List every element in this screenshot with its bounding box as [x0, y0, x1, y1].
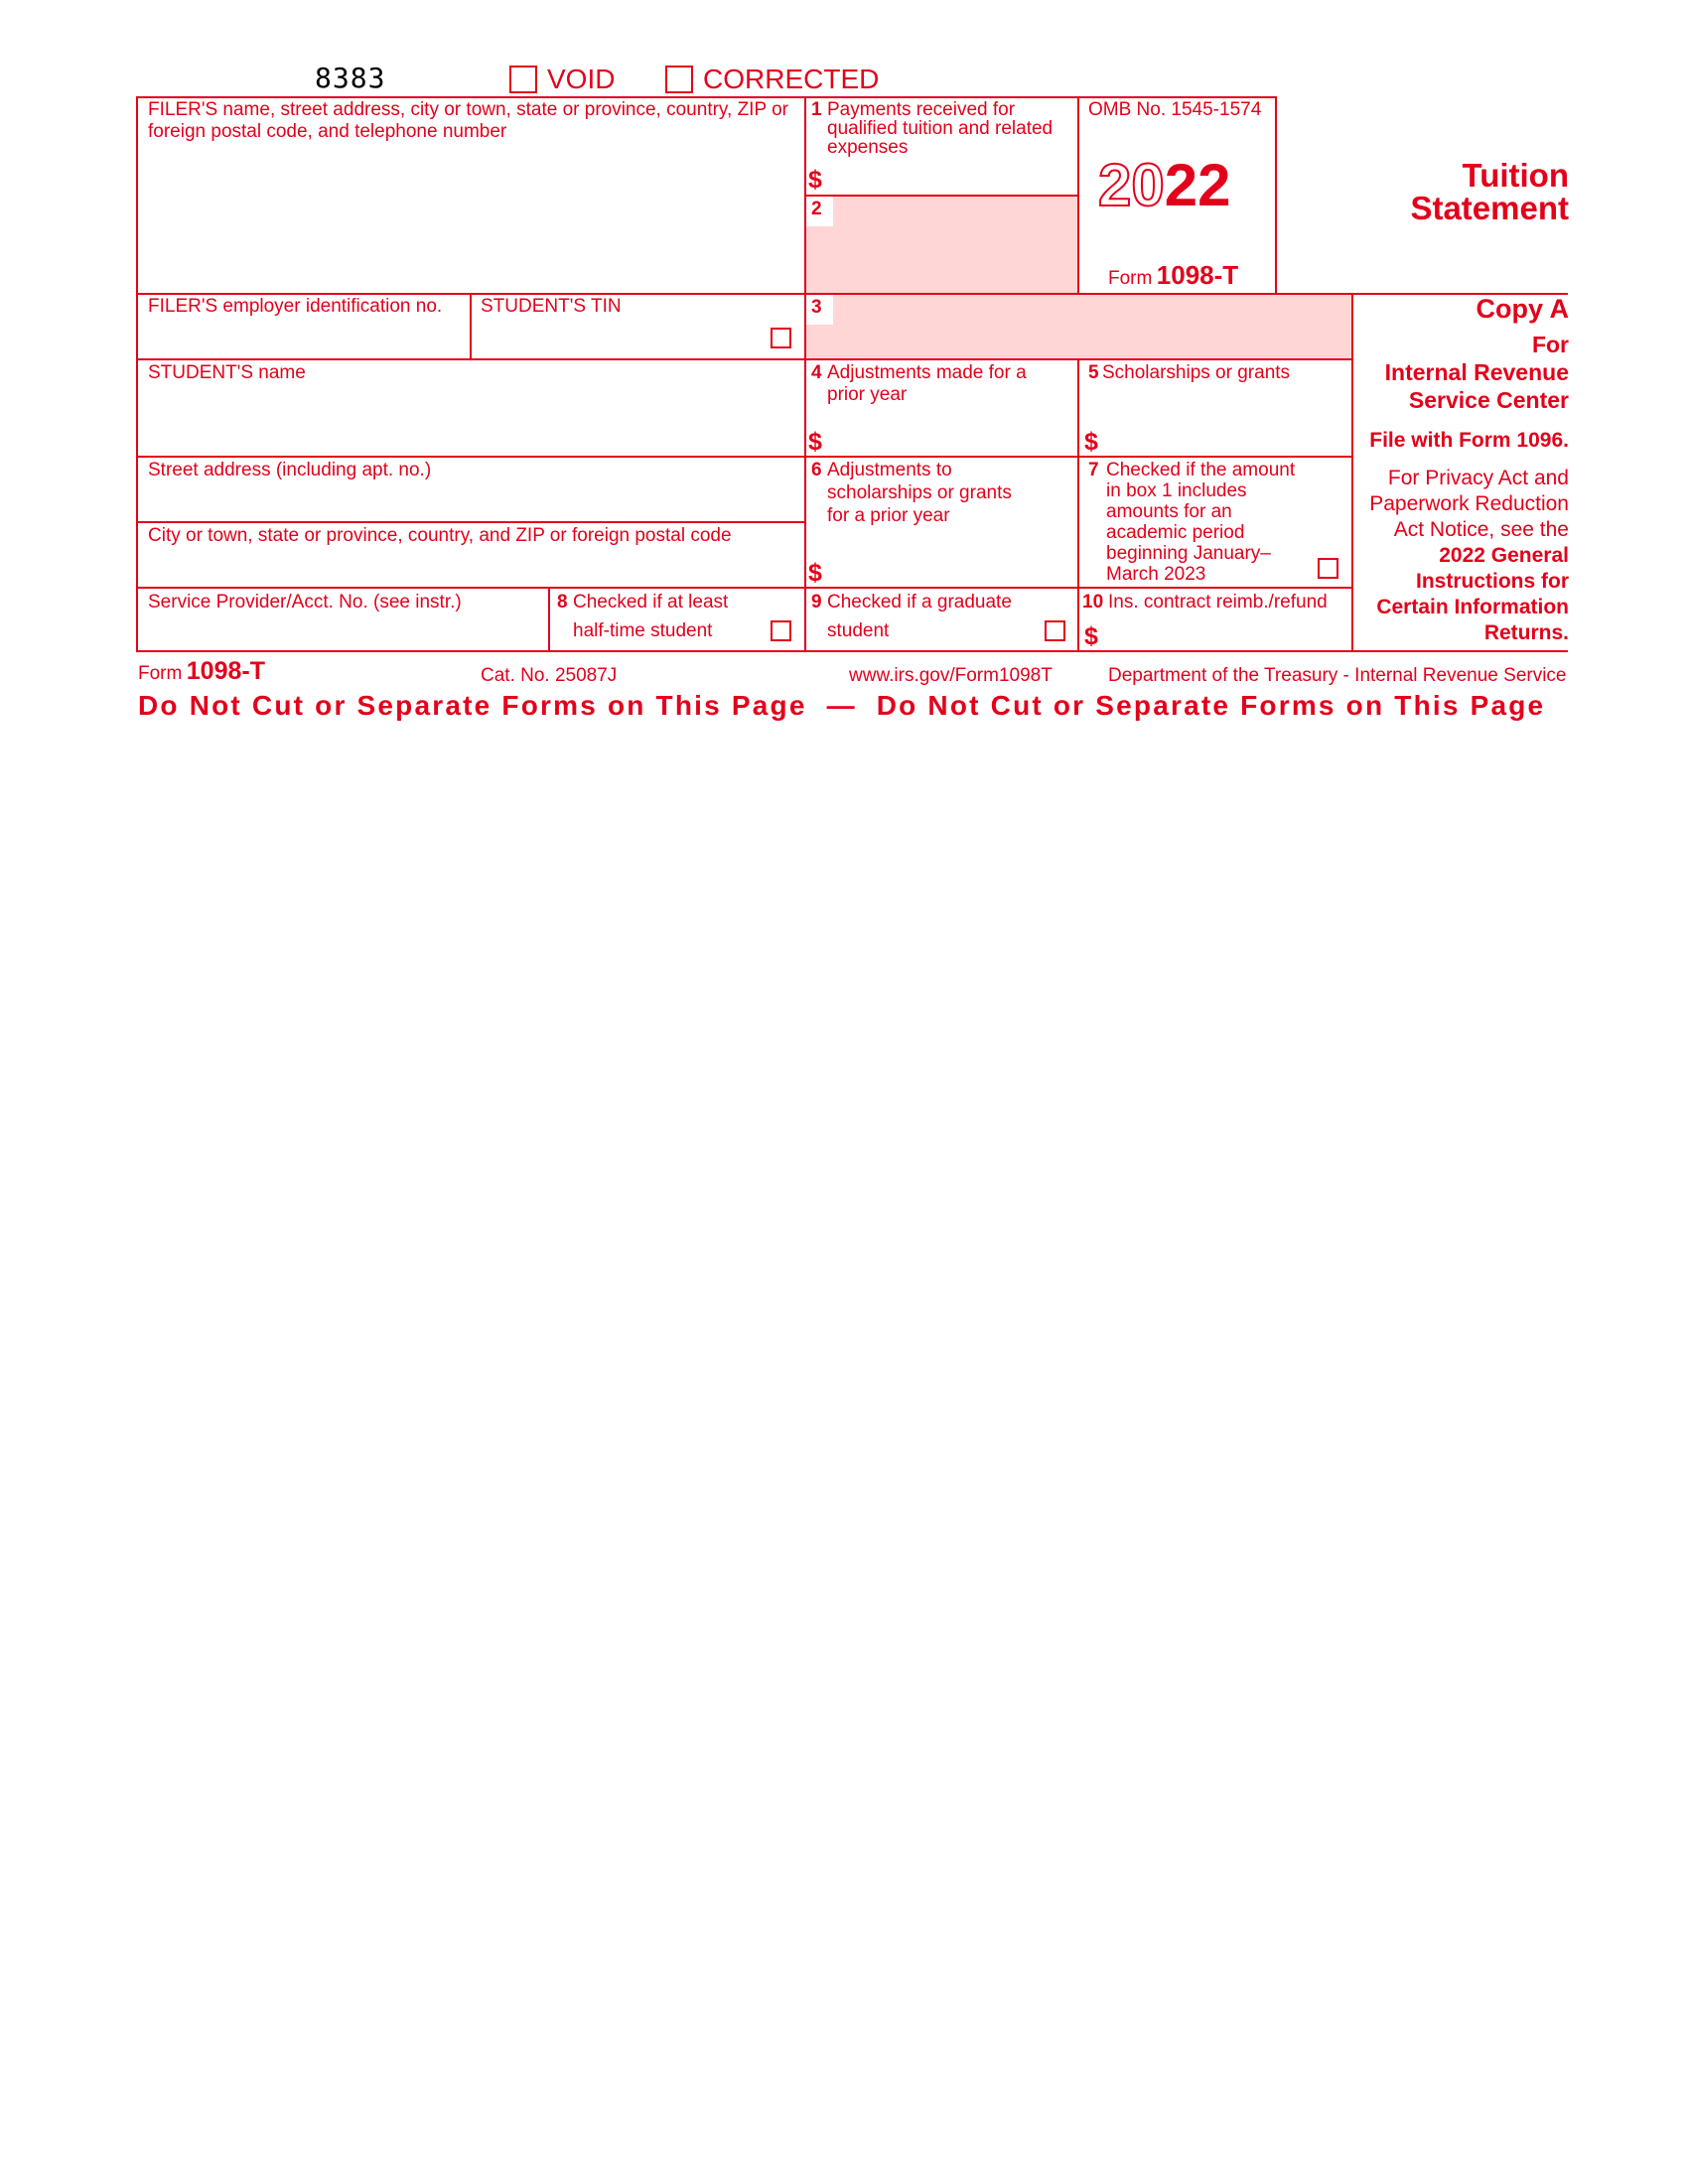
left-border: [136, 96, 138, 652]
bottom-border: [136, 650, 1568, 652]
row3-top: [136, 358, 1353, 360]
box1-label-2: qualified tuition and related: [827, 118, 1054, 139]
catalog-number: Cat. No. 25087J: [481, 665, 618, 686]
street-city-divider: [136, 521, 806, 523]
box8-label-2: half-time student: [573, 620, 713, 641]
copy-irs-label-1: Internal Revenue: [1384, 359, 1569, 385]
city-label: City or town, state or province, country, and ZIP or foreign postal code: [148, 525, 732, 546]
filer-name-label: FILER'S name, street address, city or town, state or province, country, ZIP or: [148, 99, 788, 120]
box1-dollar-sign: $: [808, 166, 822, 194]
box7-checkbox[interactable]: [1318, 558, 1338, 579]
top-border: [136, 96, 1277, 98]
box7-label-4: academic period: [1106, 522, 1245, 543]
box1-number: 1: [811, 99, 822, 120]
box7-label-3: amounts for an: [1106, 501, 1232, 522]
box2-number: 2: [811, 199, 822, 219]
box6-number: 6: [811, 460, 822, 480]
box8-label-1: Checked if at least: [573, 592, 729, 613]
box8-number: 8: [557, 592, 568, 613]
box4-label-1: Adjustments made for a: [827, 362, 1027, 383]
box8-checkbox[interactable]: [771, 620, 791, 641]
irs-url: www.irs.gov/Form1098T: [849, 665, 1053, 686]
tax-year-outline: 20: [1098, 152, 1165, 218]
row4-top: [136, 456, 1353, 458]
column-divider-1: [804, 96, 806, 652]
box5-label: Scholarships or grants: [1102, 362, 1291, 383]
privacy-line-6: Certain Information: [1376, 596, 1569, 618]
box6-dollar-sign: $: [808, 559, 822, 587]
department-label: Department of the Treasury - Internal Revenue Service: [1108, 665, 1567, 686]
box4-number: 4: [811, 362, 822, 383]
box4-label-2: prior year: [827, 384, 908, 405]
void-checkbox[interactable]: [509, 66, 537, 93]
box6-label-3: for a prior year: [827, 505, 950, 526]
box1-label-3: expenses: [827, 137, 909, 158]
privacy-line-3: Act Notice, see the: [1393, 518, 1569, 541]
box10-label: Ins. contract reimb./refund: [1108, 592, 1328, 613]
box7-label-5: beginning January–: [1106, 543, 1271, 564]
box3-number: 3: [811, 297, 822, 318]
tax-year-bold: 22: [1164, 152, 1231, 218]
copy-panel-left-border: [1351, 293, 1353, 652]
filer-ein-label: FILER'S employer identification no.: [148, 296, 443, 317]
box9-label-2: student: [827, 620, 890, 641]
ein-tin-divider: [470, 293, 472, 360]
box10-dollar-sign: $: [1084, 622, 1098, 650]
box1-label-1: Payments received for: [827, 99, 1016, 120]
omb-number: OMB No. 1545-1574: [1088, 99, 1262, 120]
omb-box-right-border: [1275, 96, 1277, 295]
box7-label-2: in box 1 includes: [1106, 480, 1247, 501]
footer-form-label: [138, 657, 265, 686]
row5-top: [136, 587, 1353, 589]
form-code: 8383: [315, 62, 386, 94]
box5-number: 5: [1088, 362, 1099, 383]
do-not-cut-banner: Do Not Cut or Separate Forms on This Page — Do Not Cut or Separate Forms on This Page: [138, 690, 1546, 721]
privacy-line-1: For Privacy Act and: [1387, 467, 1569, 489]
box7-number: 7: [1088, 460, 1099, 480]
footer-form-name: 1098-T: [186, 657, 265, 685]
form-name: 1098-T: [1156, 260, 1239, 290]
form-prefix: Form: [1108, 268, 1153, 289]
corrected-label: CORRECTED: [703, 64, 880, 94]
file-with-label: File with Form 1096.: [1369, 429, 1569, 452]
privacy-line-5: Instructions for: [1415, 570, 1569, 593]
filer-name-label-line2: foreign postal code, and telephone number: [148, 121, 507, 142]
student-name-label: STUDENT'S name: [148, 362, 306, 383]
service-provider-label: Service Provider/Acct. No. (see instr.): [148, 592, 462, 613]
footer-form-prefix: Form: [138, 663, 183, 684]
box4-dollar-sign: $: [808, 428, 822, 456]
privacy-line-7: Returns.: [1483, 621, 1569, 644]
void-label: VOID: [547, 64, 616, 94]
box2-shaded-area: [806, 197, 1077, 293]
student-tin-label: STUDENT'S TIN: [481, 296, 622, 317]
box1-bottom: [804, 195, 1079, 197]
form-label: [1108, 260, 1238, 291]
title-line-1: Tuition: [1462, 157, 1569, 194]
box7-label-1: Checked if the amount: [1106, 460, 1296, 480]
title-line-2: Statement: [1410, 190, 1569, 226]
service-box8-divider: [548, 587, 550, 652]
box3-shaded-area: [806, 295, 1352, 359]
box5-dollar-sign: $: [1084, 428, 1098, 456]
box6-label-2: scholarships or grants: [827, 482, 1012, 503]
tax-year: [1098, 154, 1231, 217]
copy-a-label: Copy A: [1476, 294, 1569, 324]
box9-checkbox[interactable]: [1045, 620, 1065, 641]
copy-for-label: For: [1531, 332, 1569, 357]
street-address-label: Street address (including apt. no.): [148, 460, 432, 480]
column-divider-2-bottom: [1077, 358, 1079, 652]
privacy-line-2: Paperwork Reduction: [1369, 492, 1569, 515]
box10-number: 10: [1082, 592, 1104, 613]
copy-irs-label-2: Service Center: [1408, 387, 1569, 413]
box9-number: 9: [811, 592, 822, 613]
box7-label-6: March 2023: [1106, 564, 1206, 585]
privacy-line-4: 2022 General: [1439, 544, 1569, 567]
corrected-checkbox[interactable]: [665, 66, 693, 93]
box9-label-1: Checked if a graduate: [827, 592, 1012, 613]
student-tin-checkbox[interactable]: [771, 328, 791, 348]
box6-label-1: Adjustments to: [827, 460, 952, 480]
